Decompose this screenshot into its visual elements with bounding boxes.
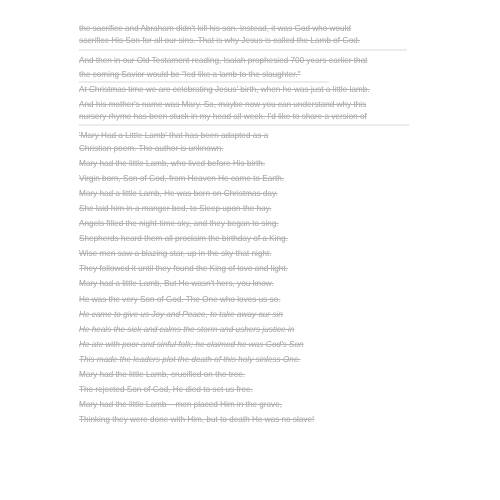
paragraph-separator (79, 81, 329, 83)
intro-line-1: the sacrifice and Abraham didn't kill his son. Instead, it was God who would (79, 24, 351, 33)
christmas-line-1: At Christmas time we are celebrating Jesus' birth, when he was just a little lamb. (79, 85, 370, 94)
christmas-line-3: nursery rhyme has been stuck in my head all week. I'd like to share a version of (79, 112, 367, 121)
poem-line: Wise men saw a blazing star, up in the sky that night. (79, 249, 272, 259)
poem-line: They followed it until they found the King of love and light. (79, 264, 288, 274)
poem-line: He came to give us Joy and Peace, to take away our sin (79, 309, 283, 319)
paragraph-separator (79, 49, 407, 51)
poem-line: This made the leaders plot the death of this holy sinless One. (79, 354, 301, 364)
poem-line: Shepherds heard them all proclaim the birthday of a King. (79, 234, 288, 244)
poem-intro-line-2: Christian poem. The author is unknown. (79, 144, 224, 153)
poem-line: Mary had the little Lamb, crucified on the tree. (79, 369, 246, 379)
poem-line: Virgin born, Son of God, from Heaven He came to Earth. (79, 174, 285, 184)
poem-line: Angels filled the night-time sky, and they began to sing. (79, 219, 279, 229)
paragraph-separator (79, 124, 409, 126)
poem-line: Mary had the little Lamb, who lived before His birth. (79, 159, 266, 168)
poem-line: Thinking they were done with Him, but to death He was no slave! (79, 414, 315, 424)
poem-line: She laid him in a manger bed, to Sleep upon the hay. (79, 204, 272, 214)
poem-line: The rejected Son of God, He died to set us free. (79, 384, 253, 394)
poem-line: He was the very Son of God. The One who loves us so. (79, 294, 281, 304)
intro-line-2: sacrifice His Son for all our sins. That is why Jesus is called the Lamb of God. (79, 36, 361, 45)
poem-line: Mary had a little Lamb, But He wasn't hers, you know. (79, 279, 274, 289)
poem-line: He ate with poor and sinful folk; he claimed he was God's Son (79, 339, 304, 349)
poem-line: He heals the sick and calms the storm and ushers justice in (79, 324, 295, 334)
poem-line: Mary had a little Lamb, He was born on Christmas day. (79, 189, 278, 199)
christmas-line-2: And his mother's name was Mary. So, maybe now you can understand why this (79, 100, 367, 109)
prophecy-line-1: And then in our Old Testament reading, Isaiah prophesied 700 years earlier that (79, 56, 368, 65)
poem-line: Mary had the little Lamb – men placed Him in the grave, (79, 399, 282, 409)
poem-intro-line-1: 'Mary Had a Little Lamb' that has been adapted as a (79, 131, 269, 140)
prophecy-line-2: the coming Savior would be "led like a lamb to the slaughter." (79, 70, 301, 79)
